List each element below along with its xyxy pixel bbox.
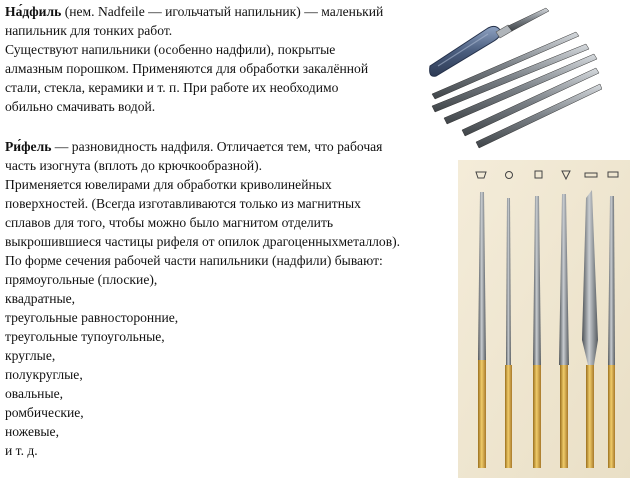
rifel-line-3: Применяется ювелирами для обработки криволинейных [5,177,332,192]
nadfil-line-2: напильник для тонких работ. [5,23,173,38]
shape-item: полукруглые, [5,367,83,382]
rifel-line-6: выкрошившиеся частицы рифеля от опилок драгоценныхметаллов). [5,234,401,249]
blue-handle [430,26,501,76]
shape-item: овальные, [5,386,64,401]
shape-item: ножевые, [5,424,59,439]
shape-item: круглые, [5,348,56,363]
rifel-line-2: часть изогнута (вплоть до крючкообразной). [5,158,263,173]
shape-item: треугольные равносторонние, [5,310,179,325]
rifel-line-4: поверхностей. (Всегда изготавливаются только из магнитных [5,196,361,211]
rifel-line-7: По форме сечения рабочей части напильники (надфили) бывают: [5,253,383,268]
shape-item: квадратные, [5,291,76,306]
nadfil-line-1-text: (нем. Nadfeile — игольчатый напильник) — маленький [61,4,384,19]
nadfil-line-3: Существуют напильники (особенно надфили), покрытые [5,42,336,57]
rifel-line-1 [5,137,485,156]
file-set-image [458,160,630,478]
nadfil-line-1 [5,2,485,21]
rifel-definition [5,137,485,460]
nadfil-definition [5,2,485,116]
nadfil-line-5: стали, стекла, керамики и т. п. При работе их необходимо [5,80,339,95]
rifel-term: Ри́фель [5,139,52,154]
needle-files-drawing [426,6,602,154]
shape-item: и т. д. [5,443,38,458]
rifel-line-1-text: — разновидность надфиля. Отличается тем, что рабочая [51,139,383,154]
needle-files-image [426,6,602,154]
nadfil-line-4: алмазным порошком. Применяются для обработки закалённой [5,61,369,76]
nadfil-line-6: обильно смачивать водой. [5,99,156,114]
shape-item: треугольные тупоугольные, [5,329,165,344]
rifel-line-5: сплавов для того, чтобы можно было магнитом отделить [5,215,334,230]
nadfil-term: На́дфиль [5,4,62,19]
file-set-drawing [458,160,630,478]
shape-item: прямоугольные (плоские), [5,272,158,287]
shape-item: ромбические, [5,405,84,420]
